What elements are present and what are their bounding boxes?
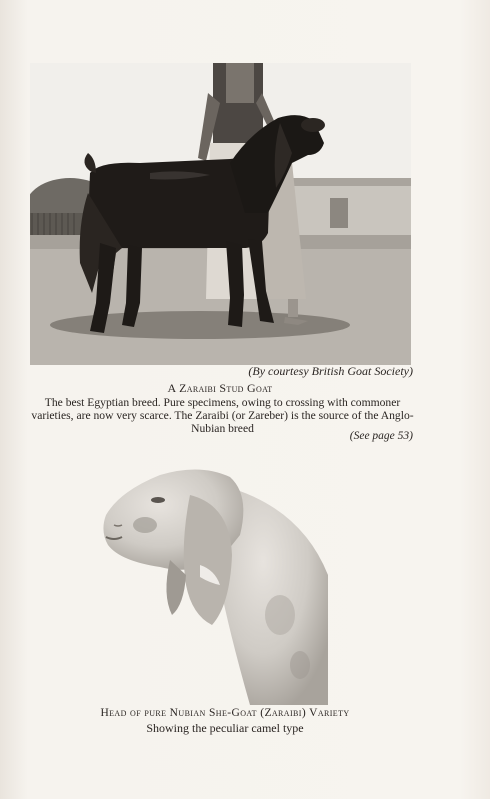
plate-description: The best Egyptian breed. Pure specimens, owing to crossing with commoner varieties, are now very scarce. The Zaraibi (or Zareber) is the source of the Anglo-Nubian breed [31,396,414,435]
stud-goat-photo [30,63,411,365]
page-reference [30,430,413,442]
photo-credit: (By courtesy British Goat Society) [248,364,413,378]
plate-title-bottom: Head of pure Nubian She-Goat (Zaraibi) Variety [100,707,350,719]
plate-title-top: A Zaraibi Stud Goat [167,381,273,395]
plate-subtitle-bottom: Showing the peculiar camel type [146,721,304,735]
nubian-head-photo [100,465,332,705]
page-reference-text: (See page 53) [349,430,413,442]
